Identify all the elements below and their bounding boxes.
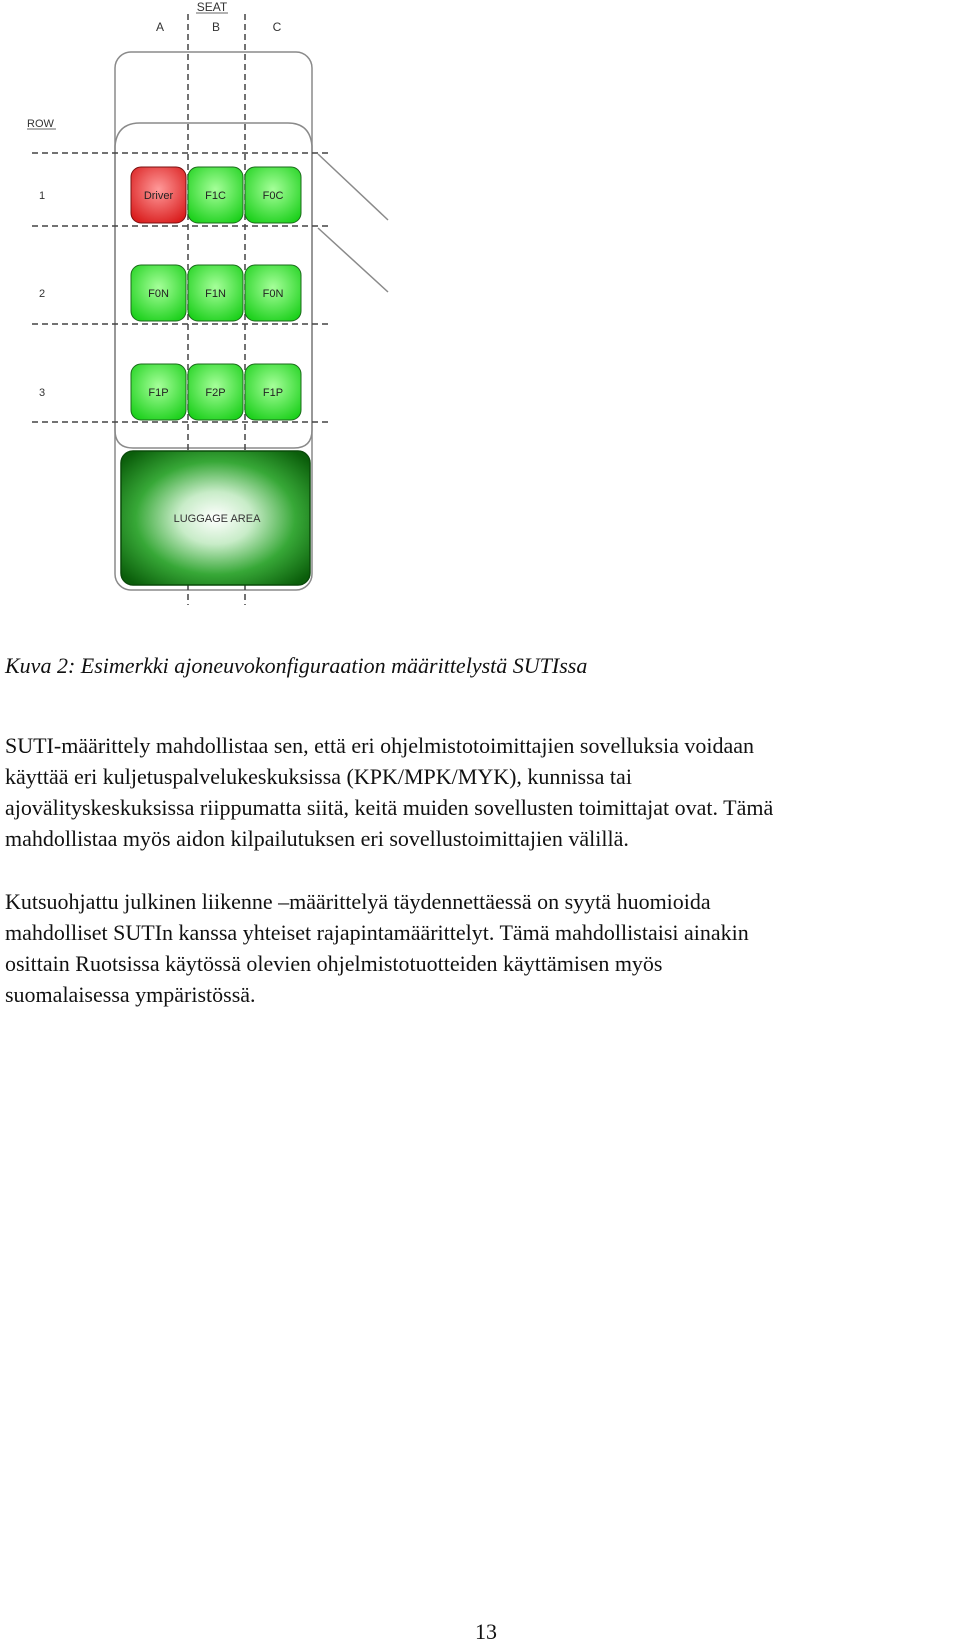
paragraph-line: käyttää eri kuljetuspalvelukeskuksissa (KPK/MPK/MYK), kunnissa tai — [5, 764, 632, 789]
paragraph-1 — [5, 730, 955, 854]
paragraph-line: mahdolliset SUTIn kanssa yhteiset rajapintamäärittelyt. Tämä mahdollistaisi ainakin — [5, 920, 749, 945]
seat-row-2 — [131, 265, 301, 321]
seat-label: F1N — [205, 288, 226, 300]
column-label-b: B — [211, 20, 221, 34]
paragraph-line: Kutsuohjattu julkinen liikenne –määrittelyä täydennettäessä on syytä huomioida — [5, 889, 711, 914]
paragraph-line: SUTI-määrittely mahdollistaa sen, että eri ohjelmistotoimittajien sovelluksia voidaan — [5, 733, 755, 758]
row-label-2: 2 — [39, 288, 46, 300]
figure-caption: Kuva 2: Esimerkki ajoneuvokonfiguraation määrittelystä SUTIssa — [5, 653, 588, 678]
seat-label: F1P — [262, 387, 284, 399]
column-label-a: A — [155, 20, 165, 34]
seat-label: F0N — [262, 288, 284, 300]
paragraph-line: mahdollistaa myös aidon kilpailutuksen eri sovellustoimittajien välillä. — [5, 826, 629, 851]
door-line — [318, 154, 388, 220]
vehicle-seat-configuration-figure — [0, 0, 400, 620]
row-header: ROW — [27, 118, 54, 130]
seat-row-3 — [131, 364, 301, 420]
row-label-3: 3 — [39, 387, 46, 399]
seat-row-1 — [131, 167, 301, 223]
paragraph-line: ajovälityskeskuksissa riippumatta siitä, keitä muiden sovellusten toimittajat ovat. Tämä — [5, 795, 774, 820]
column-label-c: C — [272, 20, 282, 34]
seat-label: Driver — [143, 190, 174, 202]
door-line — [318, 228, 388, 292]
row-label-1: 1 — [39, 190, 46, 202]
seat-header: SEAT — [196, 0, 228, 14]
paragraph-line: suomalaisessa ympäristössä. — [5, 982, 256, 1007]
paragraph-line: osittain Ruotsissa käytössä olevien ohjelmistotuotteiden käyttämisen myös — [5, 951, 663, 976]
seat-label: F0C — [262, 190, 284, 202]
page-number: 13 — [475, 1619, 497, 1644]
luggage-area-label: LUGGAGE AREA — [173, 513, 261, 525]
seat-label: F0N — [148, 288, 169, 300]
seat-label: F1C — [205, 190, 226, 202]
seat-label: F2P — [205, 387, 226, 399]
seat-label: F1P — [148, 387, 169, 399]
paragraph-2 — [5, 886, 955, 1010]
